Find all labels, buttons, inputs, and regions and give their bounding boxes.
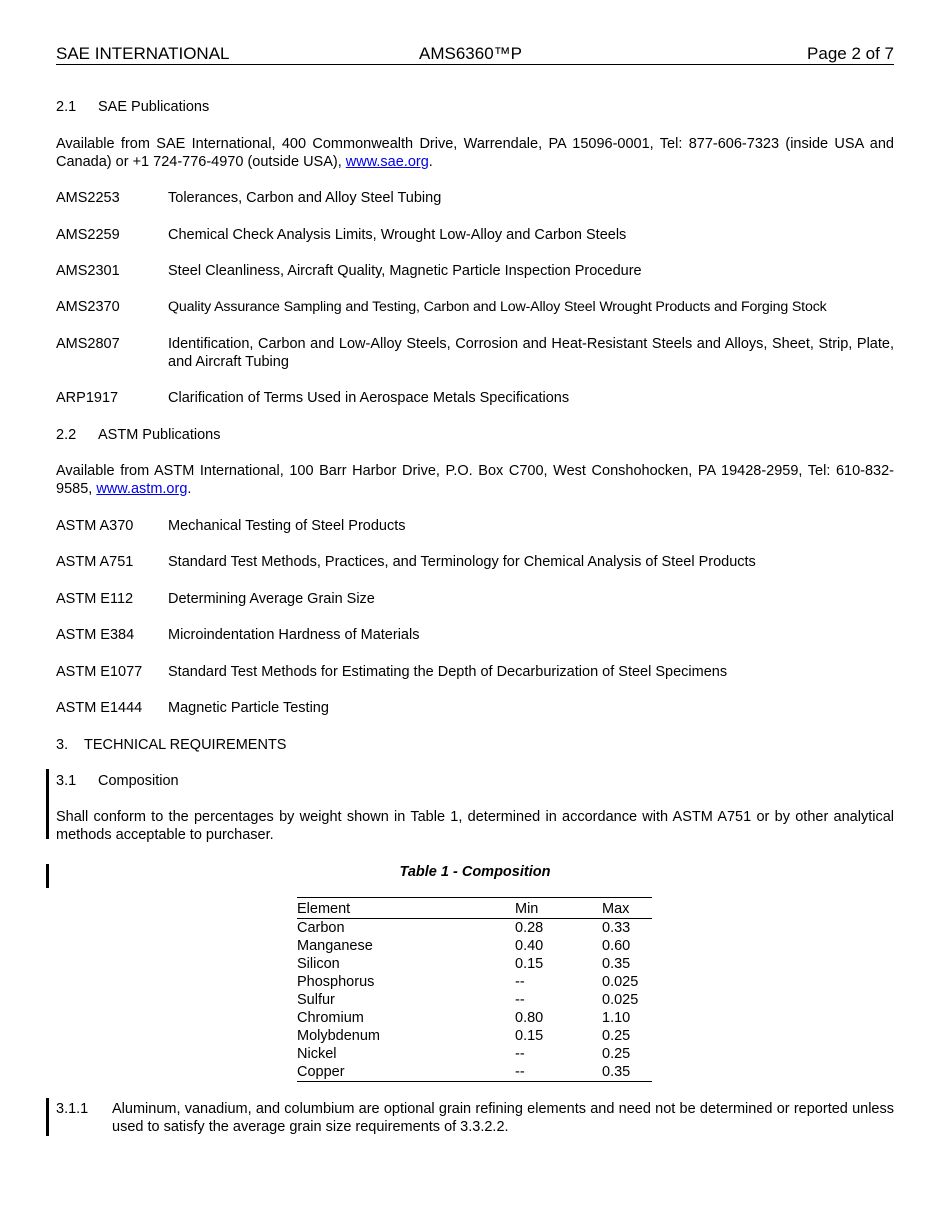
table-row (297, 955, 652, 973)
astm-website-link[interactable]: www.astm.org (96, 481, 188, 497)
availability-text: Available from ASTM International, 100 Barr Harbor Drive, P.O. Box C700, West Conshohocken, PA 19428-2959, Tel: 610-832-9585, (56, 463, 894, 497)
reference-title: Standard Test Methods for Estimating the Depth of Decarburization of Steel Specimens (168, 664, 728, 680)
table-caption: Table 1 - Composition (399, 864, 551, 880)
availability-end: . (428, 154, 433, 170)
reference-code: ASTM E384 (56, 627, 135, 643)
section-2-2-heading (56, 426, 894, 444)
sae-availability-paragraph (56, 135, 894, 171)
table-row (297, 1045, 652, 1063)
cell-min: 0.15 (515, 956, 544, 972)
reference-code: AMS2301 (56, 263, 120, 279)
cell-max: 0.25 (602, 1028, 631, 1044)
composition-paragraph: Shall conform to the percentages by weight shown in Table 1, determined in accordance with ASTM A751 or by other analytical methods acceptable to purchaser. (56, 809, 894, 843)
cell-max: 0.25 (602, 1046, 631, 1062)
section-3-1-heading (56, 772, 894, 790)
revision-change-bar (46, 1098, 49, 1136)
cell-element: Manganese (297, 938, 373, 954)
document-page (56, 0, 894, 1230)
cell-min: -- (515, 992, 525, 1008)
section-number: 3. (56, 737, 69, 753)
cell-element: Chromium (297, 1010, 364, 1026)
column-header-element: Element (297, 898, 515, 919)
table-header-row (297, 898, 652, 919)
table-row (297, 973, 652, 991)
page-header (56, 44, 894, 65)
revision-change-bar (46, 769, 49, 839)
reference-code: AMS2253 (56, 190, 120, 206)
header-doc-id: AMS6360™P (419, 44, 522, 63)
reference-title: Chemical Check Analysis Limits, Wrought Low-Alloy and Carbon Steels (168, 227, 627, 243)
cell-min: 0.80 (515, 1010, 544, 1026)
cell-max: 0.60 (602, 938, 631, 954)
reference-title: Standard Test Methods, Practices, and Terminology for Chemical Analysis of Steel Products (168, 554, 756, 570)
reference-code: ARP1917 (56, 390, 119, 406)
sae-website-link[interactable]: www.sae.org (345, 154, 429, 170)
cell-element: Phosphorus (297, 974, 375, 990)
astm-availability-paragraph (56, 462, 894, 498)
cell-max: 1.10 (602, 1010, 631, 1026)
cell-max: 0.35 (602, 1063, 652, 1082)
header-page-number: Page 2 of 7 (807, 44, 894, 63)
reference-title: Quality Assurance Sampling and Testing, Carbon and Low-Alloy Steel Wrought Products and Forging Stock (168, 299, 827, 315)
section-3-heading (56, 736, 894, 754)
cell-min: 0.40 (515, 938, 544, 954)
availability-text: Available from SAE International, 400 Commonwealth Drive, Warrendale, PA 15096-0001, Tel: 877-606-7323 (inside USA and Canada) or +1 724-776-4970 (outside USA), (56, 136, 894, 170)
section-number: 2.2 (56, 427, 77, 443)
cell-min: -- (515, 974, 525, 990)
section-title: ASTM Publications (98, 427, 221, 443)
cell-element: Sulfur (297, 992, 335, 1008)
cell-max: 0.025 (602, 992, 639, 1008)
reference-title: Determining Average Grain Size (168, 591, 375, 607)
cell-element: Copper (297, 1063, 515, 1082)
availability-end: . (187, 481, 192, 497)
reference-code: ASTM E1444 (56, 700, 143, 716)
cell-element: Silicon (297, 956, 340, 972)
column-header-max: Max (602, 898, 652, 919)
cell-element: Nickel (297, 1046, 337, 1062)
reference-code: AMS2370 (56, 299, 120, 315)
reference-code: AMS2259 (56, 227, 120, 243)
cell-max: 0.35 (602, 956, 631, 972)
cell-min: -- (515, 1063, 602, 1082)
section-title: Composition (98, 773, 179, 789)
revision-change-bar (46, 864, 49, 888)
section-title: TECHNICAL REQUIREMENTS (84, 737, 287, 753)
reference-title: Microindentation Hardness of Materials (168, 627, 420, 643)
table-row (297, 937, 652, 955)
reference-code: ASTM A751 (56, 554, 134, 570)
cell-min: 0.28 (515, 920, 544, 936)
composition-table (297, 897, 652, 1082)
cell-element: Carbon (297, 920, 345, 936)
section-number: 2.1 (56, 99, 77, 115)
reference-title: Magnetic Particle Testing (168, 700, 329, 716)
reference-code: ASTM E1077 (56, 664, 143, 680)
section-2-1-heading (56, 98, 894, 116)
cell-max: 0.025 (602, 974, 639, 990)
section-number: 3.1.1 (56, 1101, 89, 1117)
reference-code: ASTM A370 (56, 518, 134, 534)
table-row (297, 1009, 652, 1027)
reference-title: Steel Cleanliness, Aircraft Quality, Magnetic Particle Inspection Procedure (168, 263, 642, 279)
cell-element: Molybdenum (297, 1028, 381, 1044)
cell-max: 0.33 (602, 920, 631, 936)
cell-min: 0.15 (515, 1028, 544, 1044)
table-row (297, 919, 652, 938)
reference-title: Clarification of Terms Used in Aerospace Metals Specifications (168, 390, 570, 406)
reference-title: Mechanical Testing of Steel Products (168, 518, 406, 534)
section-text: Aluminum, vanadium, and columbium are optional grain refining elements and need not be determined or reported unless used to satisfy the average grain size requirements of 3.3.2.2. (112, 1101, 894, 1135)
reference-title: Tolerances, Carbon and Alloy Steel Tubing (168, 190, 442, 206)
reference-code: ASTM E112 (56, 591, 134, 607)
section-number: 3.1 (56, 773, 77, 789)
column-header-min: Min (515, 898, 602, 919)
reference-title: Identification, Carbon and Low-Alloy Steels, Corrosion and Heat-Resistant Steels and Alloys, Sheet, Strip, Plate, and Aircraft Tubing (168, 336, 894, 370)
section-title: SAE Publications (98, 99, 210, 115)
table-row (297, 1027, 652, 1045)
reference-code: AMS2807 (56, 336, 120, 352)
table-row (297, 1063, 652, 1082)
header-org: SAE INTERNATIONAL (56, 44, 230, 63)
cell-min: -- (515, 1046, 525, 1062)
table-row (297, 991, 652, 1009)
